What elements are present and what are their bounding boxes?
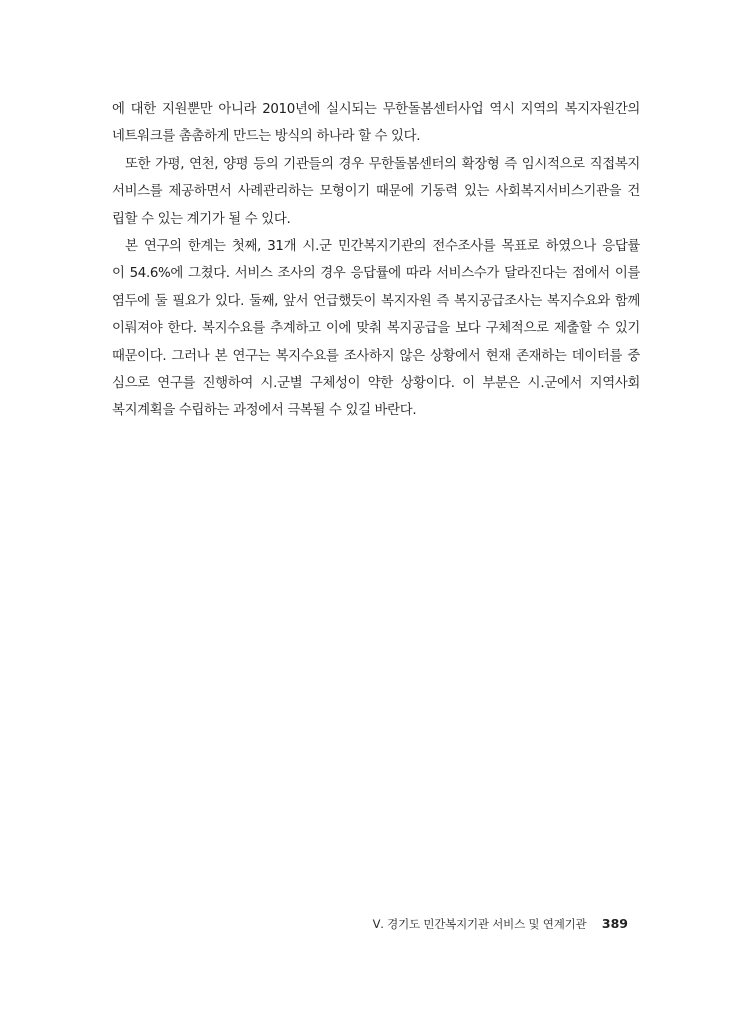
text-line: 네트워크를 촘촘하게 만드는 방식의 하나라 할 수 있다. <box>112 129 421 145</box>
text-line: 이 54.6%에 그쳤다. 서비스 조사의 경우 응답률에 따라 서비스수가 달라진다는 점에서 이를 <box>112 266 640 282</box>
text-line: 에 대한 지원뿐만 아니라 2010년에 실시되는 무한돌봄센터사업 역시 지역의 복지자원간의 <box>112 102 640 117</box>
page-number: 389 <box>601 916 628 931</box>
text-line: 염두에 둘 필요가 있다. 둘째, 앞서 언급했듯이 복지자원 즉 복지공급조사는 복지수요와 함께 <box>112 293 640 309</box>
running-footer-title: Ⅴ. 경기도 민간복지기관 서비스 및 연계기관 <box>372 917 587 931</box>
text-line: 서비스를 제공하면서 사례관리하는 모형이기 때문에 기동력 있는 사회복지서비스기관을 건 <box>112 184 640 200</box>
paragraph-start-line: 본 연구의 한계는 첫째, 31개 시․군 민간복지기관의 전수조사를 목표로 하였으나 응답률 <box>125 238 640 254</box>
text-line: 립할 수 있는 계기가 될 수 있다. <box>112 211 291 227</box>
text-line: 이뤄져야 한다. 복지수요를 추계하고 이에 맞춰 복지공급을 보다 구체적으로 제출할 수 있기 <box>112 321 640 337</box>
page-footer <box>373 916 628 932</box>
paragraph-start-line: 또한 가평, 연천, 양평 등의 기관들의 경우 무한돌봄센터의 확장형 즉 임시적으로 직접복지 <box>125 156 640 172</box>
body-text <box>112 96 640 425</box>
text-line: 심으로 연구를 진행하여 시․군별 구체성이 약한 상황이다. 이 부분은 시․군에서 지역사회 <box>112 375 640 391</box>
text-line: 때문이다. 그러나 본 연구는 복지수요를 조사하지 않은 상황에서 현재 존재하는 데이터를 중 <box>112 348 640 364</box>
text-line: 복지계획을 수립하는 과정에서 극복될 수 있길 바란다. <box>112 403 417 419</box>
